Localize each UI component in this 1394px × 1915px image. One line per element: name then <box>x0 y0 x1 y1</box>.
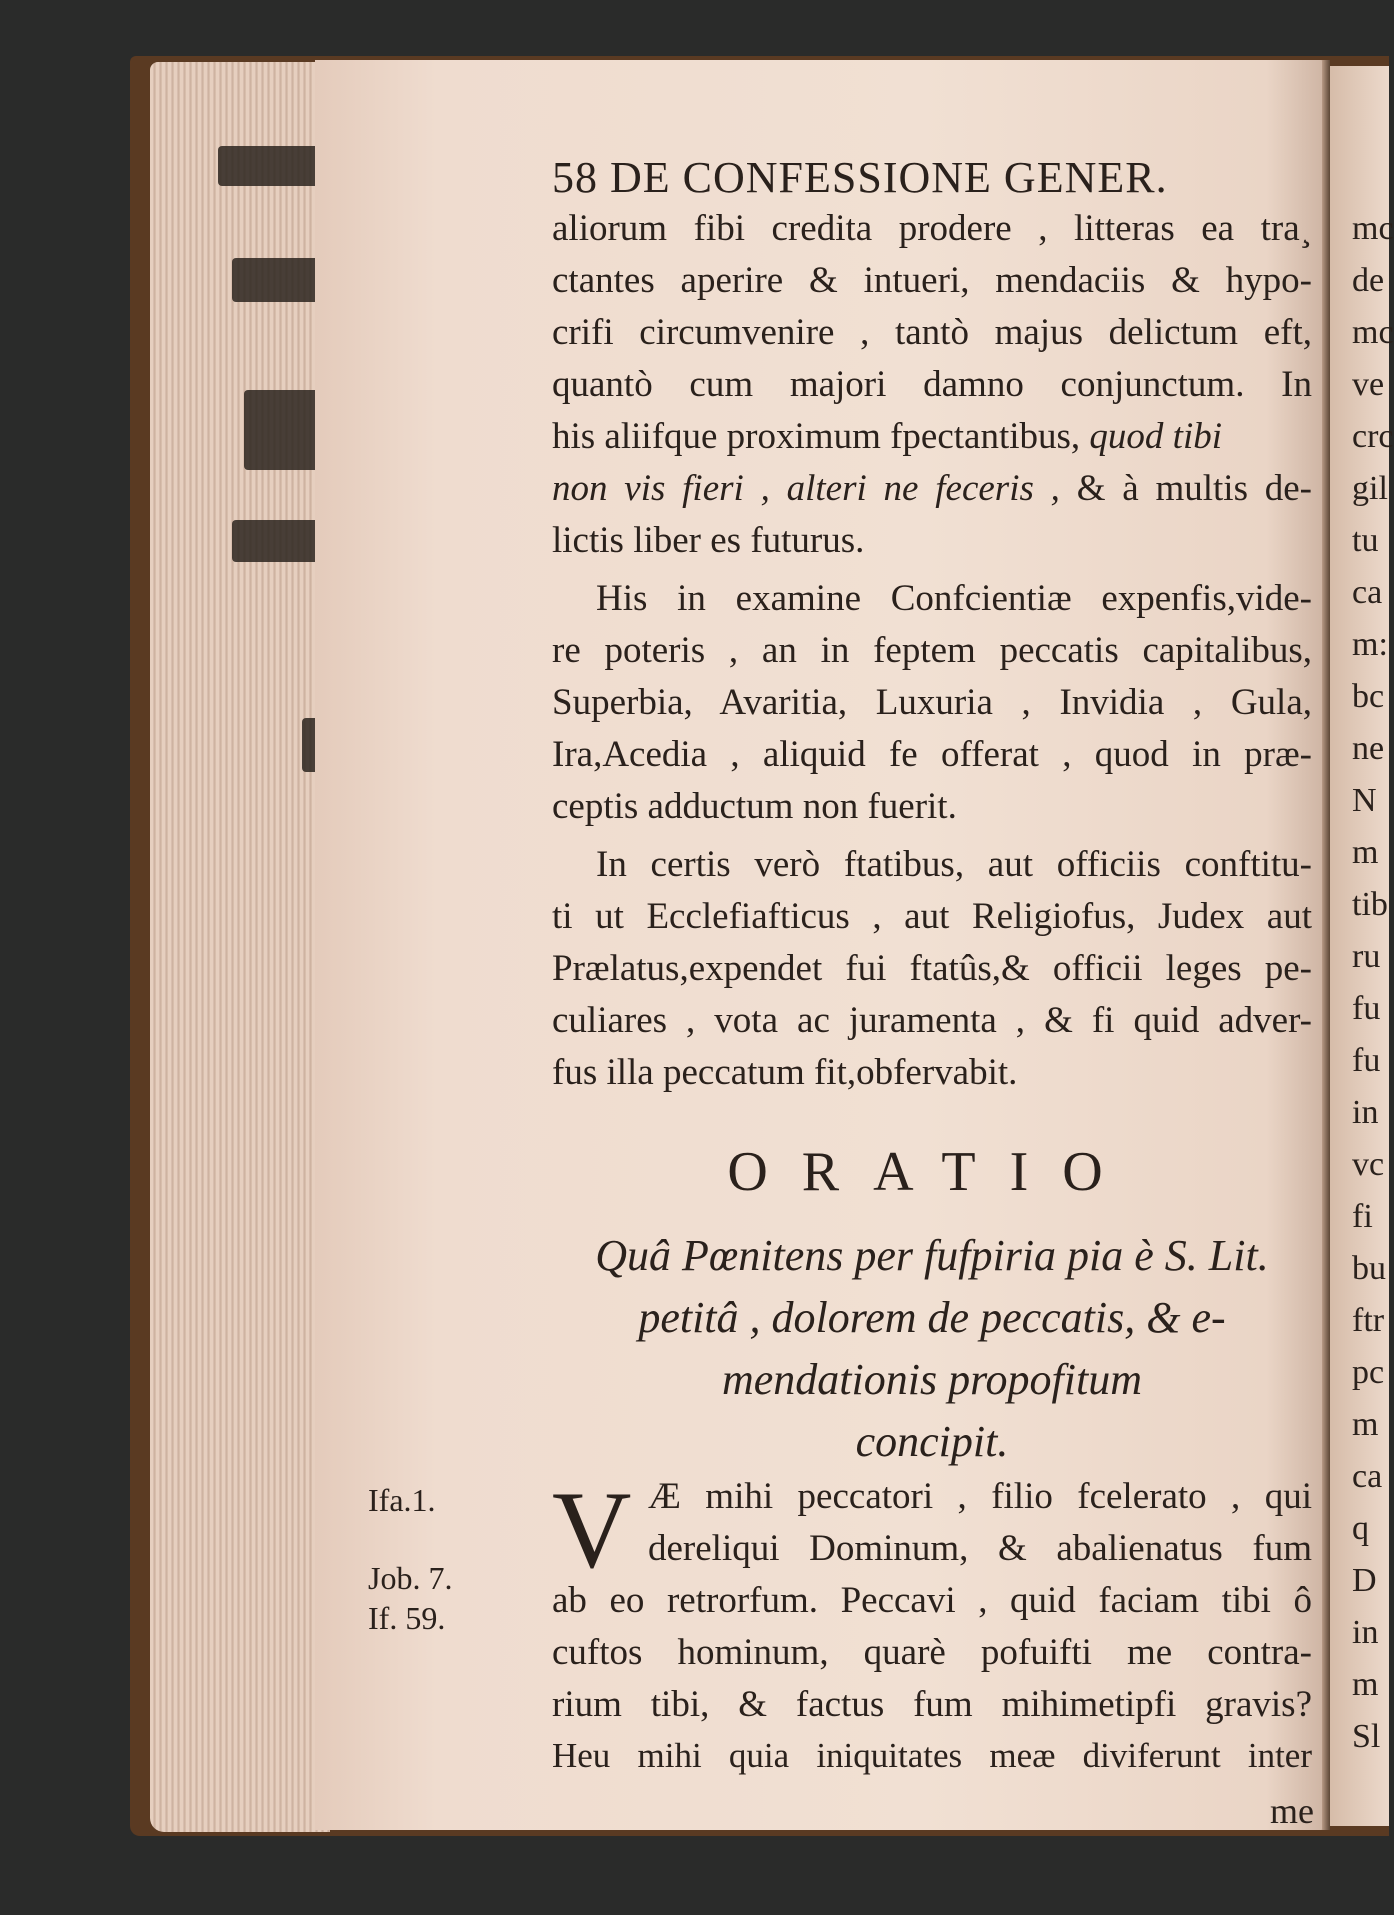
text-line: fus illa peccatum fit,obfervabit. <box>552 1052 1018 1093</box>
text-line: Heu mihi quia iniquitates meæ diviferunt inter <box>552 1736 1312 1775</box>
next-page-fragment: m <box>1352 1666 1379 1703</box>
text-span-italic: non vis fieri , alteri ne feceris , <box>552 468 1060 509</box>
text-line: ctantes aperire & intueri, mendaciis & hypo- <box>552 260 1312 301</box>
text-line <box>552 418 1312 455</box>
next-page-fragment: mc <box>1352 210 1394 247</box>
next-page-fragment: ca <box>1352 574 1383 611</box>
next-page-fragment: ftr <box>1352 1302 1385 1339</box>
oratio-heading: ORATIO <box>727 1141 1137 1203</box>
text-line: rium tibi, & factus fum mihimetipfi gravis? <box>552 1684 1312 1725</box>
book-gutter <box>1322 60 1330 1830</box>
oratio-subtitle: Quâ Pœnitens per fufpiria pia è S. Lit. <box>595 1231 1269 1280</box>
next-page-fragment: pc <box>1352 1354 1385 1391</box>
text-line: crifi circumvenire , tantò majus delictum eft, <box>552 312 1312 353</box>
next-page-fragment: de <box>1352 262 1385 299</box>
next-page-fragment: bc <box>1352 678 1385 715</box>
next-page-fragment: crc <box>1352 418 1394 455</box>
next-page-fragment: bu <box>1352 1250 1386 1287</box>
text-line: Prælatus,expendet fui ftatûs,& officii leges pe- <box>552 948 1312 989</box>
text-line: Æ mihi peccatori , filio fcelerato , qui <box>648 1476 1312 1517</box>
text-line: Ira,Acedia , aliquid fe offerat , quod in præ- <box>552 734 1312 775</box>
next-page-fragment: N <box>1352 782 1377 819</box>
text-line: quantò cum majori damno conjunctum. In <box>552 364 1312 405</box>
next-page-fragment: mc <box>1352 314 1394 351</box>
text-line <box>552 470 1312 507</box>
text-line: ti ut Ecclefiafticus , aut Religiofus, Judex aut <box>552 896 1312 937</box>
catchword: me <box>1270 1791 1314 1831</box>
text-span: his aliifque proximum fpectantibus, <box>552 416 1081 457</box>
next-page-fragment: m: <box>1352 626 1388 663</box>
next-page-fragment: ve <box>1352 366 1385 403</box>
next-page-fragment: fu <box>1352 1042 1381 1079</box>
page-edges <box>150 62 330 1832</box>
text-line: culiares , vota ac juramenta , & fi quid adver- <box>552 1000 1312 1041</box>
next-page-fragment: tib <box>1352 886 1388 923</box>
text-line: ceptis adductum non fuerit. <box>552 786 957 827</box>
text-line: In certis verò ftatibus, aut officiis conftitu- <box>596 844 1312 885</box>
next-page-fragment: ca <box>1352 1458 1383 1495</box>
next-page-fragment: m <box>1352 1406 1379 1443</box>
next-page-fragment: Sl <box>1352 1718 1381 1755</box>
next-page-fragment: in <box>1352 1094 1379 1131</box>
edge-ink-mark <box>218 146 328 186</box>
edge-ink-mark <box>232 258 322 302</box>
next-page-fragment: ru <box>1352 938 1381 975</box>
text-line: ab eo retrorfum. Peccavi , quid faciam tibi ô <box>552 1580 1312 1621</box>
oratio-subtitle: mendationis propofitum <box>721 1355 1143 1404</box>
next-page-fragment: fu <box>1352 990 1381 1027</box>
oratio-subtitle: concipit. <box>855 1417 1009 1466</box>
next-page-fragment: tu <box>1352 522 1379 559</box>
text-line: His in examine Confcientiæ expenfis,vide- <box>596 578 1312 619</box>
text-span: & à multis de- <box>1076 468 1312 509</box>
next-page-fragment: ne <box>1352 730 1385 767</box>
text-line: re poteris , an in feptem peccatis capitalibus, <box>552 630 1312 671</box>
text-line: dereliqui Dominum, & abalienatus fum <box>648 1528 1312 1569</box>
next-page-fragment: fi <box>1352 1198 1373 1235</box>
edge-ink-mark <box>244 390 324 470</box>
margin-note: If. 59. <box>368 1600 446 1636</box>
oratio-subtitle: petitâ , dolorem de peccatis, & e- <box>638 1293 1226 1342</box>
edge-ink-mark <box>232 520 324 562</box>
next-page-fragment: q <box>1352 1510 1369 1547</box>
next-page-fragment: m <box>1352 834 1379 871</box>
next-page-fragment: in <box>1352 1614 1379 1651</box>
margin-note: Job. 7. <box>368 1560 453 1596</box>
drop-cap: V <box>552 1469 632 1591</box>
margin-note: Ifa.1. <box>368 1482 436 1518</box>
text-span-italic: quod tibi <box>1089 416 1223 457</box>
next-page-fragment: vc <box>1352 1146 1385 1183</box>
text-line: cuftos hominum, quarè pofuifti me contra- <box>552 1632 1312 1673</box>
text-line: aliorum fibi credita prodere , litteras ea tra¸ <box>552 208 1312 249</box>
text-line: Superbia, Avaritia, Luxuria , Invidia , Gula, <box>552 682 1312 723</box>
next-page-fragment: gil <box>1352 470 1388 507</box>
text-line: lictis liber es futurus. <box>552 520 865 561</box>
next-page-fragment: D <box>1352 1562 1377 1599</box>
running-head: 58 DE CONFESSIONE GENER. <box>552 153 1168 202</box>
